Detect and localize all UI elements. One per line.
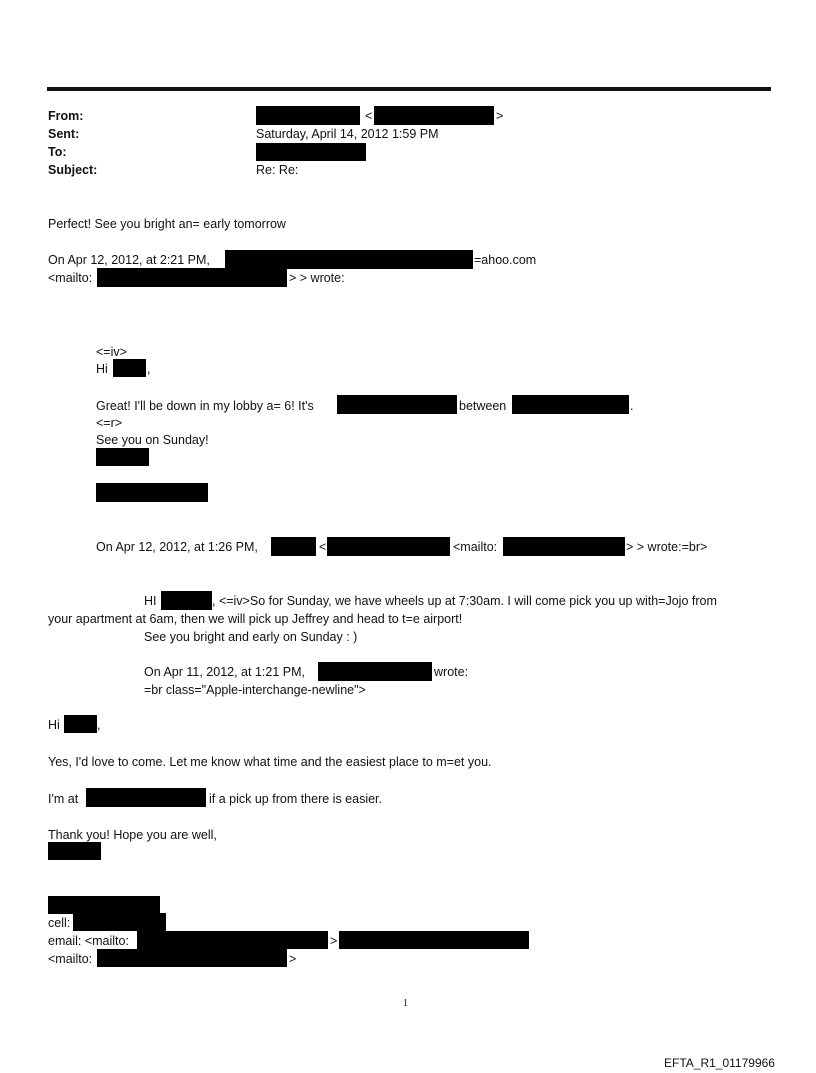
redaction-from-email [374, 106, 494, 125]
see-you-sunday: See you on Sunday! [96, 433, 209, 447]
redaction-signature-1 [96, 448, 149, 466]
hi-2: HI [144, 594, 157, 608]
from-gt: > [496, 109, 504, 123]
on3-prefix: On Apr 11, 2012, at 1:21 PM, [144, 665, 305, 679]
redaction-location [86, 788, 206, 807]
para2-line-b: your apartment at 6am, then we will pick up Jeffrey and head to t=e airport! [48, 612, 463, 626]
great-line-b: between [459, 399, 507, 413]
on1-wrote: > > wrote: [289, 271, 345, 285]
sent-value: Saturday, April 14, 2012 1:59 PM [256, 127, 439, 141]
page-number: 1 [403, 998, 408, 1009]
redaction-email-2 [339, 931, 529, 949]
redaction-on2-mailto [503, 537, 625, 556]
redaction-to [256, 143, 366, 161]
div-tag: <=iv> [96, 345, 127, 359]
on2-wrote: > > wrote:=br> [626, 540, 708, 554]
redaction-on1-mailto [97, 268, 287, 287]
header-rule [47, 87, 771, 91]
redaction-hi1-name [113, 359, 146, 377]
redaction-cell [73, 913, 166, 931]
pickup-line: if a pick up from there is easier. [209, 792, 382, 806]
redaction-hi3-name [64, 715, 97, 733]
hi-1-comma: , [147, 362, 151, 376]
to-label: To: [48, 145, 67, 159]
from-lt: < [365, 109, 373, 123]
im-at: I'm at [48, 792, 79, 806]
yes-line: Yes, I'd love to come. Let me know what time and the easiest place to m=et you. [48, 755, 492, 769]
para2-line-a: , <=iv>So for Sunday, we have wheels up at 7:30am. I will come pick you up with=Jojo from [212, 594, 717, 608]
redaction-on1-sender [225, 250, 473, 269]
on1-domain: =ahoo.com [474, 253, 537, 267]
email-gt: > [330, 934, 338, 948]
mailto-2-gt: > [289, 952, 297, 966]
br-class-line: =br class="Apple-interchange-newline"> [144, 683, 366, 697]
redaction-on2-email [327, 537, 450, 556]
redaction-hi2-name [161, 591, 212, 610]
thanks-line: Thank you! Hope you are well, [48, 828, 217, 842]
sent-label: Sent: [48, 127, 80, 141]
hi-1: Hi [96, 362, 108, 376]
cell-label: cell: [48, 916, 71, 930]
para2-line-c: See you bright and early on Sunday : ) [144, 630, 358, 644]
from-label: From: [48, 109, 84, 123]
on1-mailto: <mailto: [48, 271, 93, 285]
redaction-signature-2 [96, 483, 208, 502]
redaction-signature-3 [48, 842, 101, 860]
on3-wrote: wrote: [434, 665, 469, 679]
subject-value: Re: Re: [256, 163, 299, 177]
subject-label: Subject: [48, 163, 98, 177]
hi-3: Hi [48, 718, 60, 732]
redaction-email-1 [137, 931, 328, 949]
redaction-great-place [337, 395, 457, 414]
redaction-on3-name [318, 662, 432, 681]
redaction-signature-name [48, 896, 160, 914]
br-tag: <=r> [96, 416, 123, 430]
mailto-2: <mailto: [48, 952, 93, 966]
body-line-1: Perfect! See you bright an= early tomorrow [48, 217, 286, 231]
hi-3-comma: , [97, 718, 101, 732]
document-id: EFTA_R1_01179966 [664, 1056, 775, 1070]
email-label: email: <mailto: [48, 934, 129, 948]
redaction-mailto-2 [97, 949, 287, 967]
great-line-a: Great! I'll be down in my lobby a= 6! It's [96, 399, 314, 413]
on2-mailto: <mailto: [453, 540, 498, 554]
on2-prefix: On Apr 12, 2012, at 1:26 PM, [96, 540, 258, 554]
on1-prefix: On Apr 12, 2012, at 2:21 PM, [48, 253, 210, 267]
on2-lt: < [319, 540, 327, 554]
redaction-on2-name [271, 537, 316, 556]
redaction-from-name [256, 106, 360, 125]
redaction-great-between [512, 395, 629, 414]
great-line-c: . [630, 399, 634, 413]
